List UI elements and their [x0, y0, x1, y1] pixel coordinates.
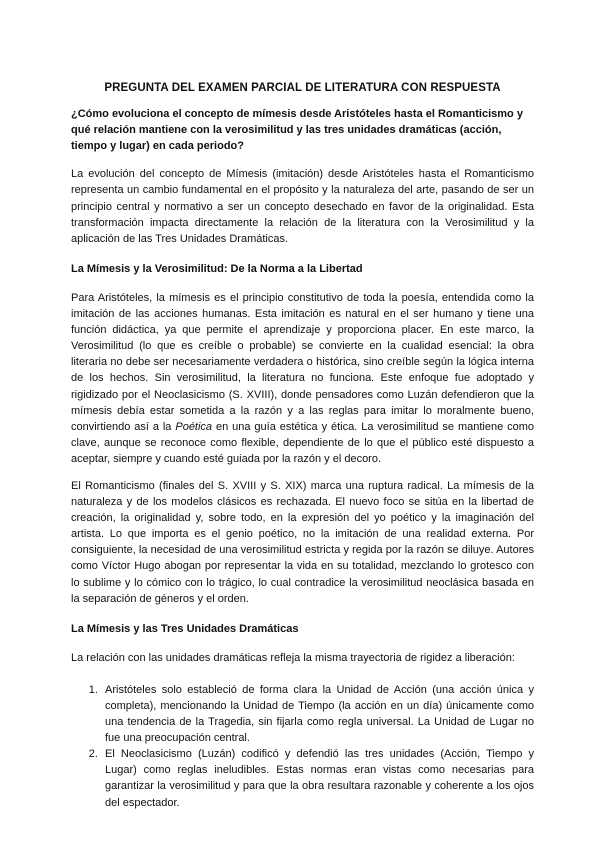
paragraph-aristoteles-text-2: en una guía estética y ética. La verosimilitud se mantiene como clave, aunque se reconoce como flexible, dependiente de lo que el público esté dispuesto a aceptar, siempre y cuando esté guiada por la razón y el decoro. — [71, 420, 535, 465]
unidades-intro: La relación con las unidades dramáticas refleja la misma trayectoria de rigidez a liberación: — [71, 651, 515, 664]
section-heading-mimesis-verosimilitud: La Mímesis y la Verosimilitud: De la Norma a la Libertad — [71, 262, 363, 275]
paragraph-romanticismo: El Romanticismo (finales del S. XVIII y S. XIX) marca una ruptura radical. La mímesis de la naturaleza y de los modelos clásicos es rechazada. El nuevo foco se sitúa en la libertad de creación, la originalidad y, sobre todo, en la expresión del yo poético y la imaginación del artista. Lo que importa es el genio poético, no la imitación de una realidad externa. Por consiguiente, la necesidad de una verosimilitud estricta y regida por la razón se diluye. Autores como Víctor Hugo abogan por representar la vida en su totalidad, mezclando lo grotesco con lo sublime y lo cómico con lo trágico, lo cual contradice la verosimilitud neoclásica basada en la separación de géneros y el orden. — [71, 479, 534, 605]
poetica-italic: Poética — [175, 420, 213, 433]
paragraph-aristoteles-text-1: Para Aristóteles, la mímesis es el principio constitutivo de toda la poesía, entendida como la imitación de las acciones humanas. Esta imitación es natural en el ser humano y tiene una función didáctica, ya que permite el aprendizaje y proporciona placer. En este marco, la Verosimilitud (lo que es creíble o probable) se convierte en la cualidad esencial: la obra literaria no debe ser necesariamente verdadera o histórica, sino creíble según la lógica interna de los hechos. Sin verosimilitud, la literatura no funciona. Este enfoque fue adoptado y rigidizado por el Neoclasicismo (S. XVIII), donde pensadores como Luzán defendieron que la mímesis debía estar sometida a la razón y a las reglas para imitar lo moralmente bueno, convirtiendo así a la — [71, 291, 534, 433]
list-item: 1. Aristóteles solo estableció de forma clara la Unidad de Acción (una acción única y completa), mencionando la Unidad de Tiempo (la acción en un día) únicamente como una tendencia de la Tragedia, sin fijarla como regla universal. La Unidad de Lugar no fue una preocupación central. — [101, 682, 534, 746]
section-heading-unidades: La Mímesis y las Tres Unidades Dramáticas — [71, 622, 299, 635]
unidades-list — [71, 682, 534, 811]
paragraph-aristoteles — [71, 290, 534, 467]
list-item: 2. El Neoclasicismo (Luzán) codificó y defendió las tres unidades (Acción, Tiempo y Lugar) como reglas ineludibles. Estas normas eran vistas como necesarias para garantizar la verosimilitud y para que la obra resultara razonable y coherente a los ojos del espectador. — [101, 746, 534, 810]
intro-paragraph: La evolución del concepto de Mímesis (imitación) desde Aristóteles hasta el Romanticismo representa un cambio fundamental en el propósito y la naturaleza del arte, pasando de ser un principio central y normativo a ser un concepto desechado en favor de la originalidad. Esta transformación impacta directamente la relación de la literatura con la Verosimilitud y la aplicación de las Tres Unidades Dramáticas. — [71, 168, 534, 245]
exam-question: ¿Cómo evoluciona el concepto de mímesis desde Aristóteles hasta el Romanticismo y qué relación mantiene con la verosimilitud y las tres unidades dramáticas (acción, tiempo y lugar) en cada periodo? — [71, 108, 523, 153]
document-title: PREGUNTA DEL EXAMEN PARCIAL DE LITERATURA CON RESPUESTA — [104, 82, 501, 94]
